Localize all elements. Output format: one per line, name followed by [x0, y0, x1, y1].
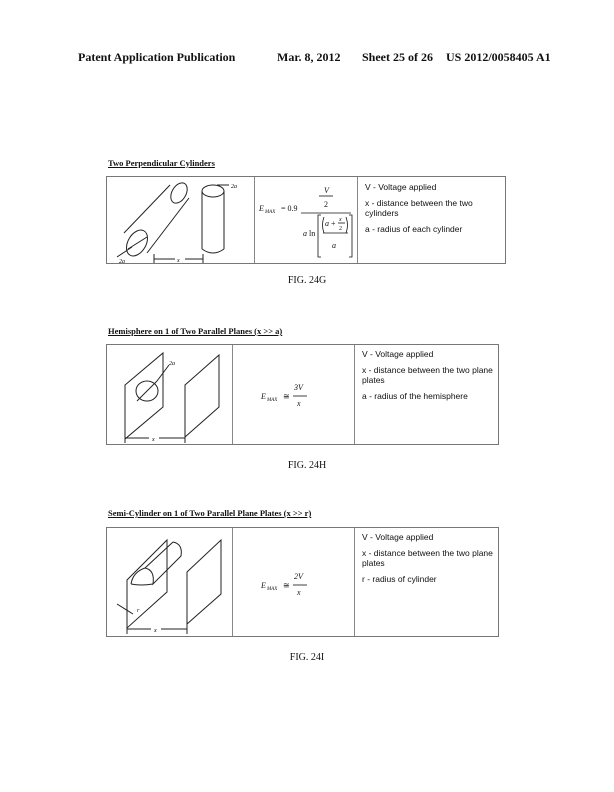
formula-24g — [257, 177, 355, 263]
note-radius: a - radius of each cylinder — [365, 224, 463, 234]
section-title-24i: Semi-Cylinder on 1 of Two Parallel Plane Plates (x >> r) — [108, 508, 312, 518]
section-title-24h: Hemisphere on 1 of Two Parallel Planes (x >> a) — [108, 326, 283, 336]
diameter-label: 2a — [169, 361, 175, 367]
diameter-label: 2a — [231, 184, 237, 190]
formula-relation: ≅ — [283, 581, 290, 590]
formula-24h — [257, 375, 337, 415]
note-voltage: V - Voltage applied — [362, 349, 434, 359]
section-title-24g: Two Perpendicular Cylinders — [108, 158, 215, 168]
note-radius: a - radius of the hemisphere — [362, 391, 468, 401]
formula-a: a — [332, 241, 336, 250]
formula-numerator: 2V — [294, 572, 303, 581]
figure-panel-24i — [106, 527, 499, 637]
figure-caption-24g: FIG. 24G — [287, 275, 327, 286]
figure-panel-24g — [106, 176, 506, 264]
formula-ln: ln — [309, 229, 316, 238]
semicylinder-drawing — [107, 528, 232, 638]
hemisphere-drawing — [107, 345, 232, 446]
note-distance: x - distance between the two plane plates — [362, 548, 493, 568]
formula-numerator: 3V — [294, 383, 303, 392]
cylinders-drawing — [107, 177, 254, 265]
formula-x: x — [339, 217, 342, 223]
figure-panel-24h — [106, 344, 499, 445]
note-distance: x - distance between the two plane plates — [362, 365, 493, 385]
radius-label: r — [137, 608, 140, 614]
formula-denominator: x — [297, 588, 301, 597]
notes-24i — [362, 532, 498, 590]
figure-caption-24h: FIG. 24H — [287, 460, 327, 471]
formula-subscript: MAX — [267, 398, 278, 403]
formula-relation: ≅ — [283, 392, 290, 401]
formula-lhs: E — [261, 581, 266, 590]
note-radius: r - radius of cylinder — [362, 574, 437, 584]
formula-lhs: E — [259, 204, 264, 213]
note-distance: x - distance between the two cylinders — [365, 198, 473, 218]
sheet-number: Sheet 25 of 26 — [362, 50, 433, 64]
formula-24i — [257, 564, 337, 604]
note-voltage: V - Voltage applied — [362, 532, 434, 542]
formula-a: a — [325, 219, 329, 228]
formula-a: a — [303, 229, 307, 238]
notes-24h — [362, 349, 498, 407]
distance-label: x — [154, 628, 157, 634]
figure-caption-24i: FIG. 24I — [289, 652, 325, 663]
distance-label: x — [152, 437, 155, 443]
formula-lhs: E — [261, 392, 266, 401]
formula-relation: = 0.9 — [281, 204, 298, 213]
formula-numerator: V — [324, 186, 329, 195]
svg-text:+: + — [331, 219, 336, 228]
formula-denominator: x — [297, 399, 301, 408]
publication-date: Mar. 8, 2012 — [277, 50, 341, 64]
svg-text:2: 2 — [339, 226, 342, 232]
distance-label: x — [177, 258, 180, 264]
note-voltage: V - Voltage applied — [365, 182, 437, 192]
formula-denominator: 2 — [324, 200, 328, 209]
formula-subscript: MAX — [265, 210, 276, 215]
publication-label: Patent Application Publication — [78, 50, 236, 64]
page-header — [0, 50, 614, 70]
patent-number: US 2012/0058405 A1 — [446, 50, 551, 64]
formula-subscript: MAX — [267, 587, 278, 592]
notes-24g — [365, 182, 503, 240]
diameter-label: 2a — [119, 259, 125, 265]
